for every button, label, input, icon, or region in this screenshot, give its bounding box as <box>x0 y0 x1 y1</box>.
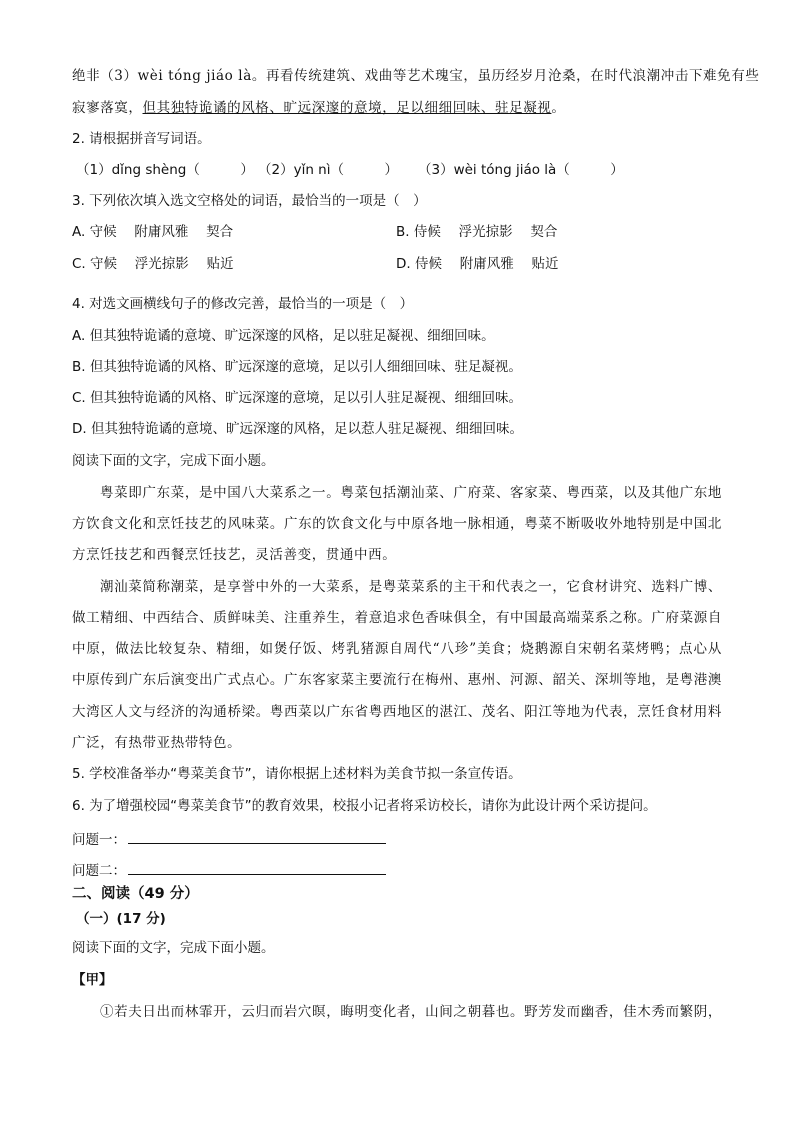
cuisine-p2-line-6: 广泛，有热带亚热带特色。 <box>72 735 242 751</box>
q2-item-3: （3）wèi tóng jiáo là（ ） <box>418 162 624 178</box>
cuisine-p2-line-2: 做工精细、中西结合、质鲜味美、注重养生，着意追求色香味俱全，有中国最高端菜系之称。广府菜源自 <box>72 610 722 626</box>
q2-stem: 2. 请根据拼音写词语。 <box>72 131 211 147</box>
q3-option-b: B. 侍候 浮光掠影 契合 <box>396 224 558 240</box>
q4-option-a: A. 但其独特诡谲的意境、旷远深邃的风格，足以驻足凝视、细细回味。 <box>72 328 495 344</box>
cuisine-p1-line-1: 粤菜即广东菜，是中国八大菜系之一。粤菜包括潮汕菜、广府菜、客家菜、粤西菜，以及其他广东地 <box>100 485 722 501</box>
classical-text-line-1: ①若夫日出而林霏开，云归而岩穴暝，晦明变化者，山间之朝暮也。野芳发而幽香，佳木秀而繁阴， <box>100 1004 722 1020</box>
cuisine-p2-line-5: 大湾区人文与经济的沟通桥梁。粤西菜以广东省粤西地区的湛江、茂名、阳江等地为代表，烹饪食材用料 <box>72 704 722 720</box>
q2-item-2: （2）yǐn nì（ ） <box>258 162 398 178</box>
q4-option-d: D. 但其独特诡谲的意境、旷远深邃的风格，足以惹人驻足凝视、细细回味。 <box>72 421 523 437</box>
passage-line-2-plain: 寂寥落寞， <box>72 100 143 116</box>
question-two-row <box>72 860 386 881</box>
reading-instruction: 阅读下面的文字，完成下面小题。 <box>72 453 275 469</box>
cuisine-p2-line-1: 潮汕菜简称潮菜，是享誉中外的一大菜系，是粤菜菜系的主干和代表之一，它食材讲究、选料广博、 <box>100 579 722 595</box>
question-two-answer-line[interactable] <box>128 860 386 875</box>
q6-stem: 6. 为了增强校园“粤菜美食节”的教育效果，校报小记者将采访校长，请你为此设计两个采访提问。 <box>72 798 657 814</box>
jia-label: 【甲】 <box>72 972 113 988</box>
q2-item-1: （1）dǐng shèng（ ） <box>76 162 254 178</box>
section-2-instruction: 阅读下面的文字，完成下面小题。 <box>72 940 275 956</box>
cuisine-p1-line-2: 方饮食文化和烹饪技艺的风味菜。广东的饮食文化与中原各地一脉相通，粤菜不断吸收外地特别是中国北 <box>72 516 722 532</box>
q4-option-b: B. 但其独特诡谲的风格、旷远深邃的意境，足以引人细细回味、驻足凝视。 <box>72 359 522 375</box>
q3-option-c: C. 守候 浮光掠影 贴近 <box>72 256 234 272</box>
q4-stem: 4. 对选文画横线句子的修改完善，最恰当的一项是（ ） <box>72 296 414 312</box>
q5-stem: 5. 学校准备举办“粤菜美食节”，请你根据上述材料为美食节拟一条宣传语。 <box>72 766 522 782</box>
question-one-label: 问题一： <box>72 832 126 848</box>
passage-line-2 <box>72 98 566 118</box>
passage-line-1: 绝非（3）wèi tóng jiáo là。再看传统建筑、戏曲等艺术瑰宝，虽历经岁月沧桑，在时代浪潮冲击下难免有些 <box>72 68 760 84</box>
cuisine-p2-line-3: 中原，做法比较复杂、精细，如煲仔饭、烤乳猪源自周代“八珍”美食；烧鹅源自宋朝名菜烤鸭；点心从 <box>72 641 722 657</box>
q3-option-d: D. 侍候 附庸风雅 贴近 <box>396 256 559 272</box>
question-two-label: 问题二： <box>72 863 126 879</box>
cuisine-p1-line-3: 方烹饪技艺和西餐烹饪技艺，灵活善变，贯通中西。 <box>72 547 397 563</box>
section-2-title: 二、阅读（49 分） <box>72 886 199 902</box>
question-one-answer-line[interactable] <box>128 829 386 844</box>
section-2-subtitle: （一）(17 分) <box>76 911 166 927</box>
question-one-row <box>72 829 386 850</box>
underlined-sentence: 但其独特诡谲的风格、旷远深邃的意境，足以细细回味、驻足凝视 <box>142 100 552 116</box>
q3-option-a: A. 守候 附庸风雅 契合 <box>72 224 234 240</box>
q4-option-c: C. 但其独特诡谲的风格、旷远深邃的意境，足以引人驻足凝视、细细回味。 <box>72 390 523 406</box>
cuisine-p2-line-4: 中原传到广东后演变出广式点心。广东客家菜主要流行在梅州、惠州、河源、韶关、深圳等地，是粤港澳 <box>72 672 722 688</box>
q3-stem: 3. 下列依次填入选文空格处的词语，最恰当的一项是（ ） <box>72 193 427 209</box>
passage-line-2-end: 。 <box>551 100 566 116</box>
